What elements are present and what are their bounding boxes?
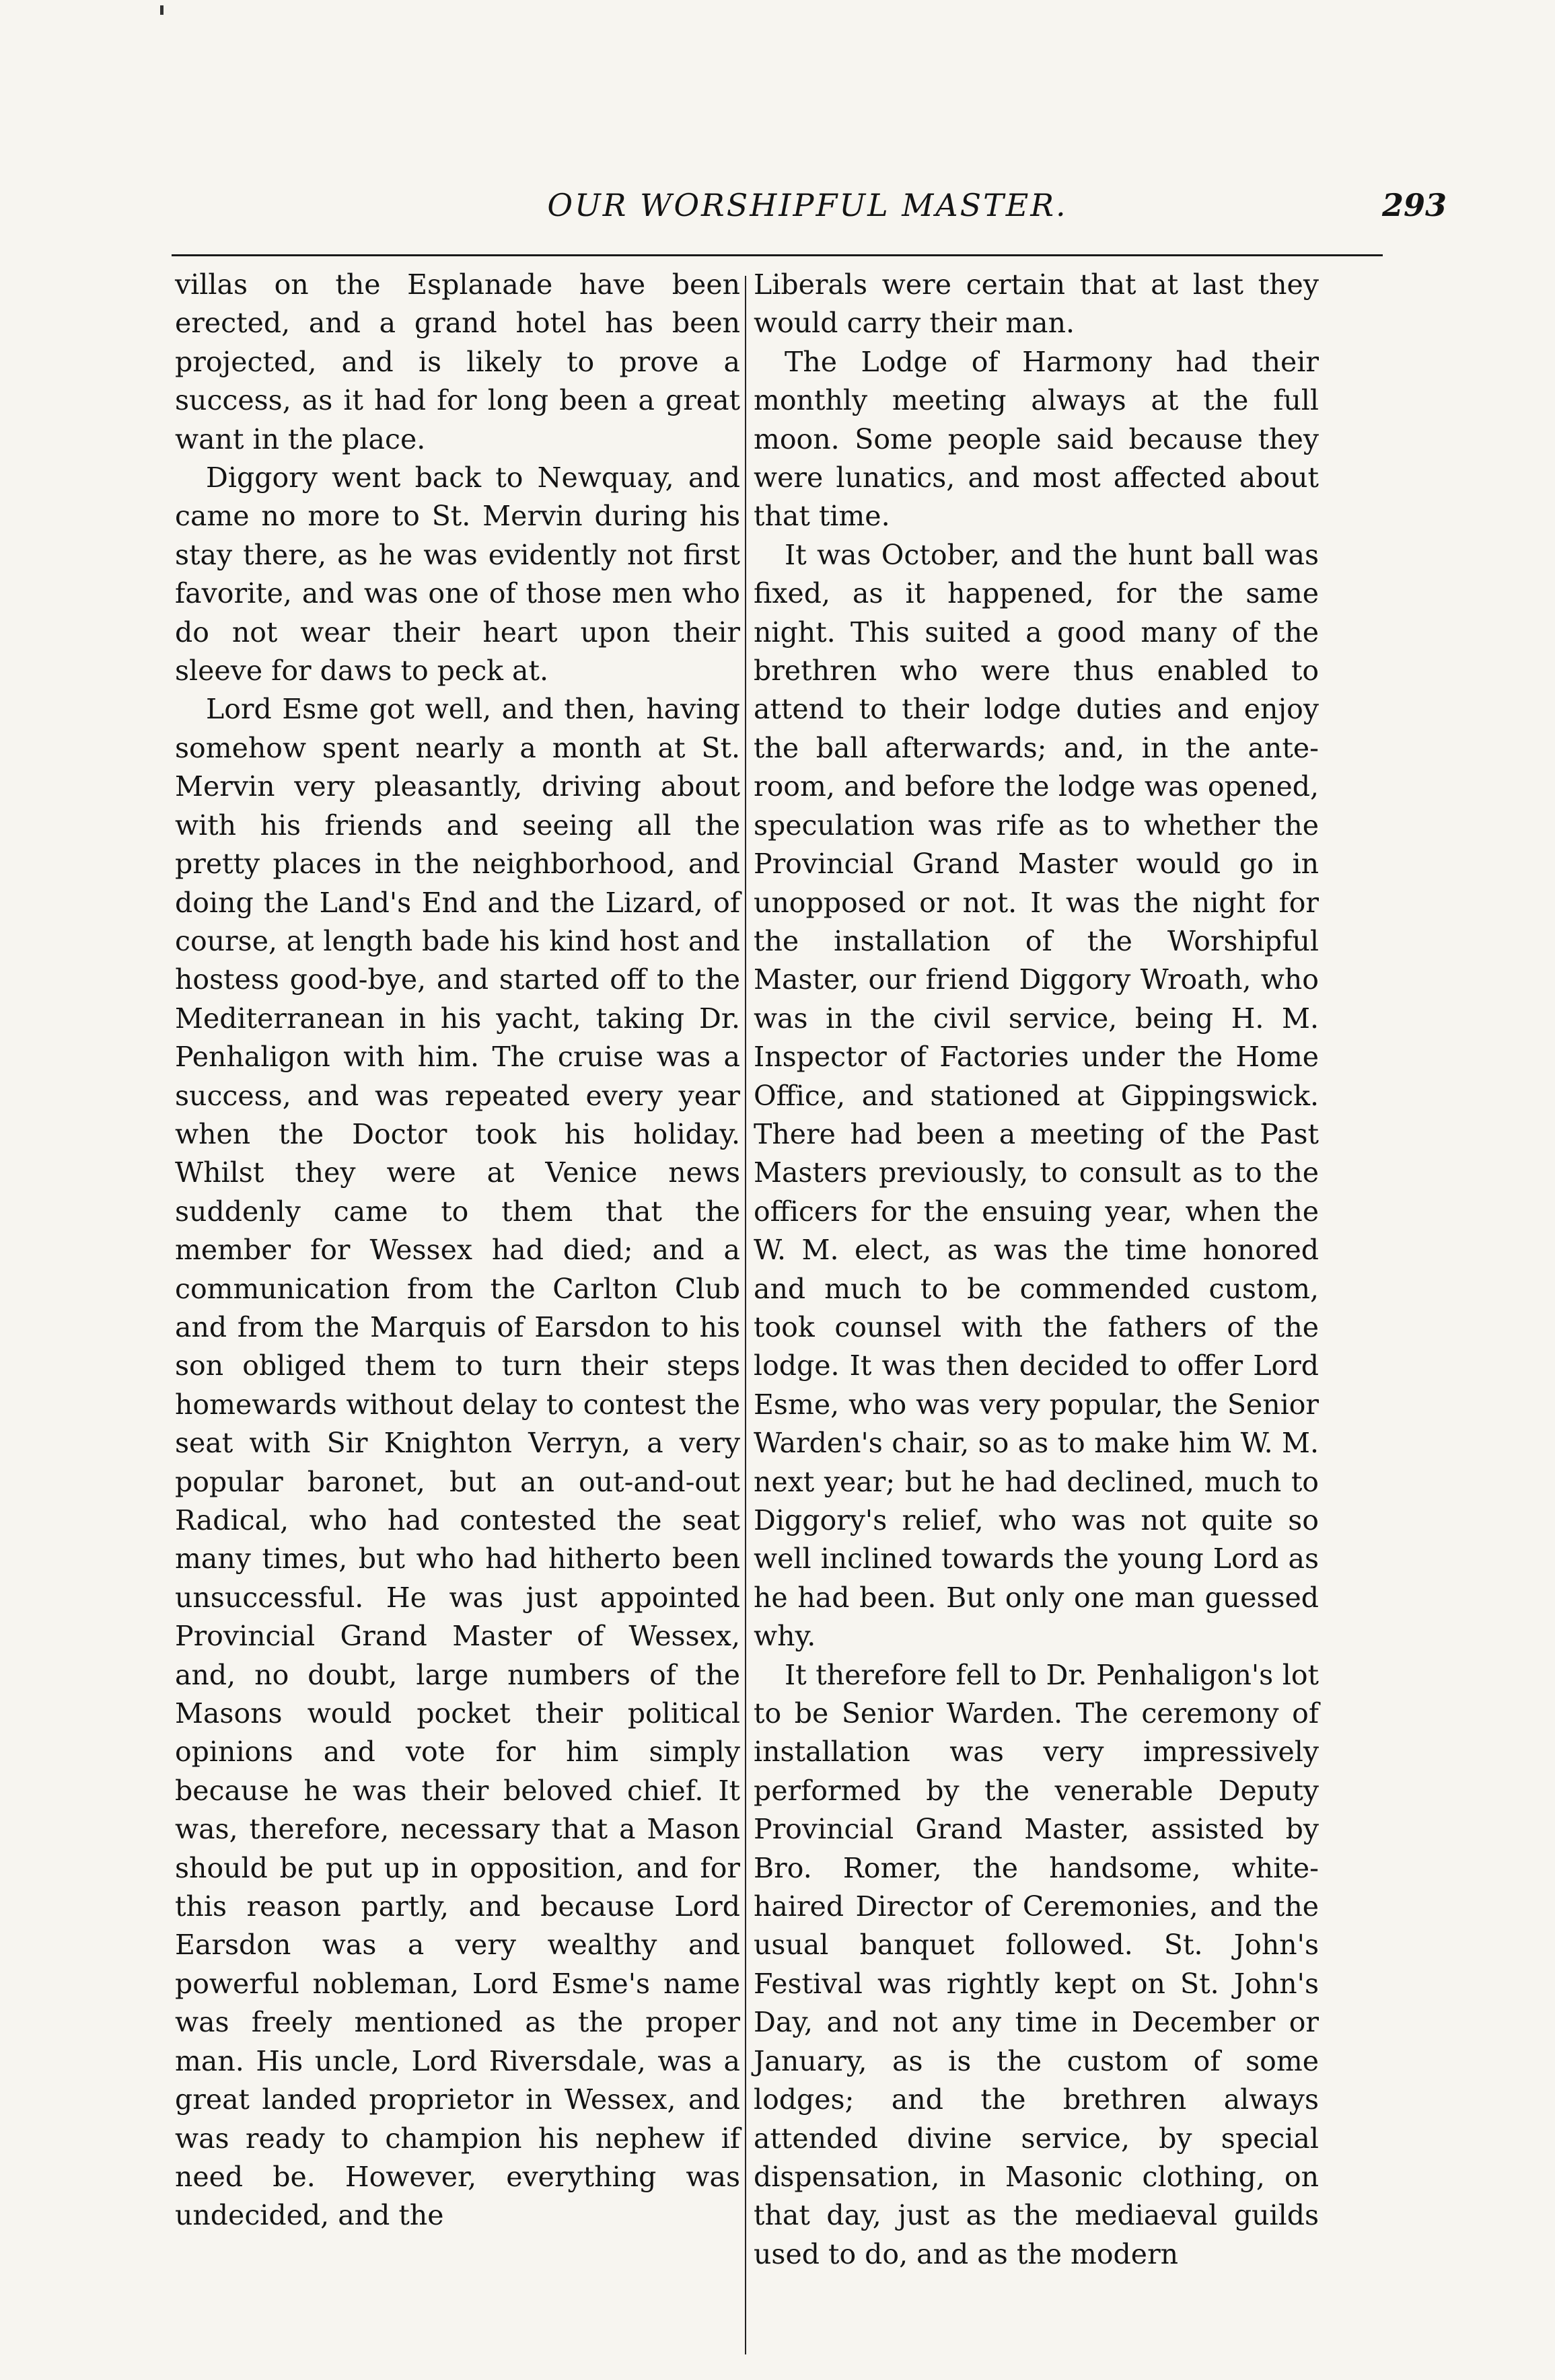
right-paragraph-3: It was October, and the hunt ball was fixed, as it happened, for the same night. This suited a good many of the brethren who were thus enabled to attend to their lodge duties and enjoy the ball afterwards; and, in the ante-room, and before the lodge was opened, speculation was rife as to whether the Provincial Grand Master would go in unopposed or not. It was the night for the installation of the Worshipful Master, our friend Diggory Wroath, who was in the civil service, being H. M. Inspector of Factories under the Home Office, and stationed at Gippingswick. There had been a meeting of the Past Masters previously, to consult as to the officers for the ensuing year, when the W. M. elect, as was the time honored and much to be commended custom, took counsel with the fathers of the lodge. It was then decided to offer Lord Esme, who was very popular, the Senior Warden's chair, so as to make him W. M. next year; but he had declined, much to Diggory's relief, who was not quite so well inclined towards the young Lord as he had been. But only one man guessed why. bbox=[754, 538, 1319, 1653]
right-paragraph-4: It therefore fell to Dr. Penhaligon's lot to be Senior Warden. The ceremony of installation was very impressively performed by the venerable Deputy Provincial Grand Master, assisted by Bro. Romer, the handsome, white-haired Director of Ceremonies, and the usual banquet followed. St. John's Festival was rightly kept on St. John's Day, and not any time in December or January, as is the custom of some lodges; and the brethren always attended divine service, by special dispensation, in Masonic clothing, on that day, just as the mediaeval guilds used to do, and as the modern bbox=[754, 1658, 1319, 2270]
left-paragraph-2: Diggory went back to Newquay, and came no more to St. Mervin during his stay there, as he was evidently not first favorite, and was one of those men who do not wear their heart upon their sleeve for daws to peck at. bbox=[175, 461, 740, 687]
running-title: OUR WORSHIPFUL MASTER. bbox=[547, 187, 1068, 223]
left-paragraph-1: villas on the Esplanade have been erected, and a grand hotel has been projected, and is likely to prove a success, as it had for long been a great want in the place. bbox=[175, 268, 740, 455]
page-speck bbox=[160, 5, 164, 15]
page-number: 293 bbox=[1381, 187, 1447, 223]
left-column bbox=[175, 266, 740, 2235]
right-column bbox=[754, 266, 1319, 2274]
header-rule bbox=[172, 254, 1383, 256]
running-head bbox=[168, 182, 1447, 229]
column-divider bbox=[745, 276, 746, 2354]
right-paragraph-1: Liberals were certain that at last they would carry their man. bbox=[754, 268, 1319, 340]
left-paragraph-3: Lord Esme got well, and then, having somehow spent nearly a month at St. Mervin very pleasantly, driving about with his friends and seeing all the pretty places in the neighborhood, and doing the Land's End and the Lizard, of course, at length bade his kind host and hostess good-bye, and started off to the Mediterranean in his yacht, taking Dr. Penhaligon with him. The cruise was a success, and was repeated every year when the Doctor took his holiday. Whilst they were at Venice news suddenly came to them that the member for Wessex had died; and a communication from the Carlton Club and from the Marquis of Earsdon to his son obliged them to turn their steps homewards without delay to contest the seat with Sir Knighton Verryn, a very popular baronet, but an out-and-out Radical, who had contested the seat many times, but who had hitherto been unsuccessful. He was just appointed Provincial Grand Master of Wessex, and, no doubt, large numbers of the Masons would pocket their political opinions and vote for him simply because he was their beloved chief. It was, therefore, necessary that a Mason should be put up in opposition, and for this reason partly, and because Lord Earsdon was a very wealthy and powerful nobleman, Lord Esme's name was freely mentioned as the proper man. His uncle, Lord Riversdale, was a great landed proprietor in Wessex, and was ready to champion his nephew if need be. However, everything was undecided, and the bbox=[175, 693, 740, 2232]
right-paragraph-2: The Lodge of Harmony had their monthly meeting always at the full moon. Some people said because they were lunatics, and most affected about that time. bbox=[754, 345, 1319, 533]
